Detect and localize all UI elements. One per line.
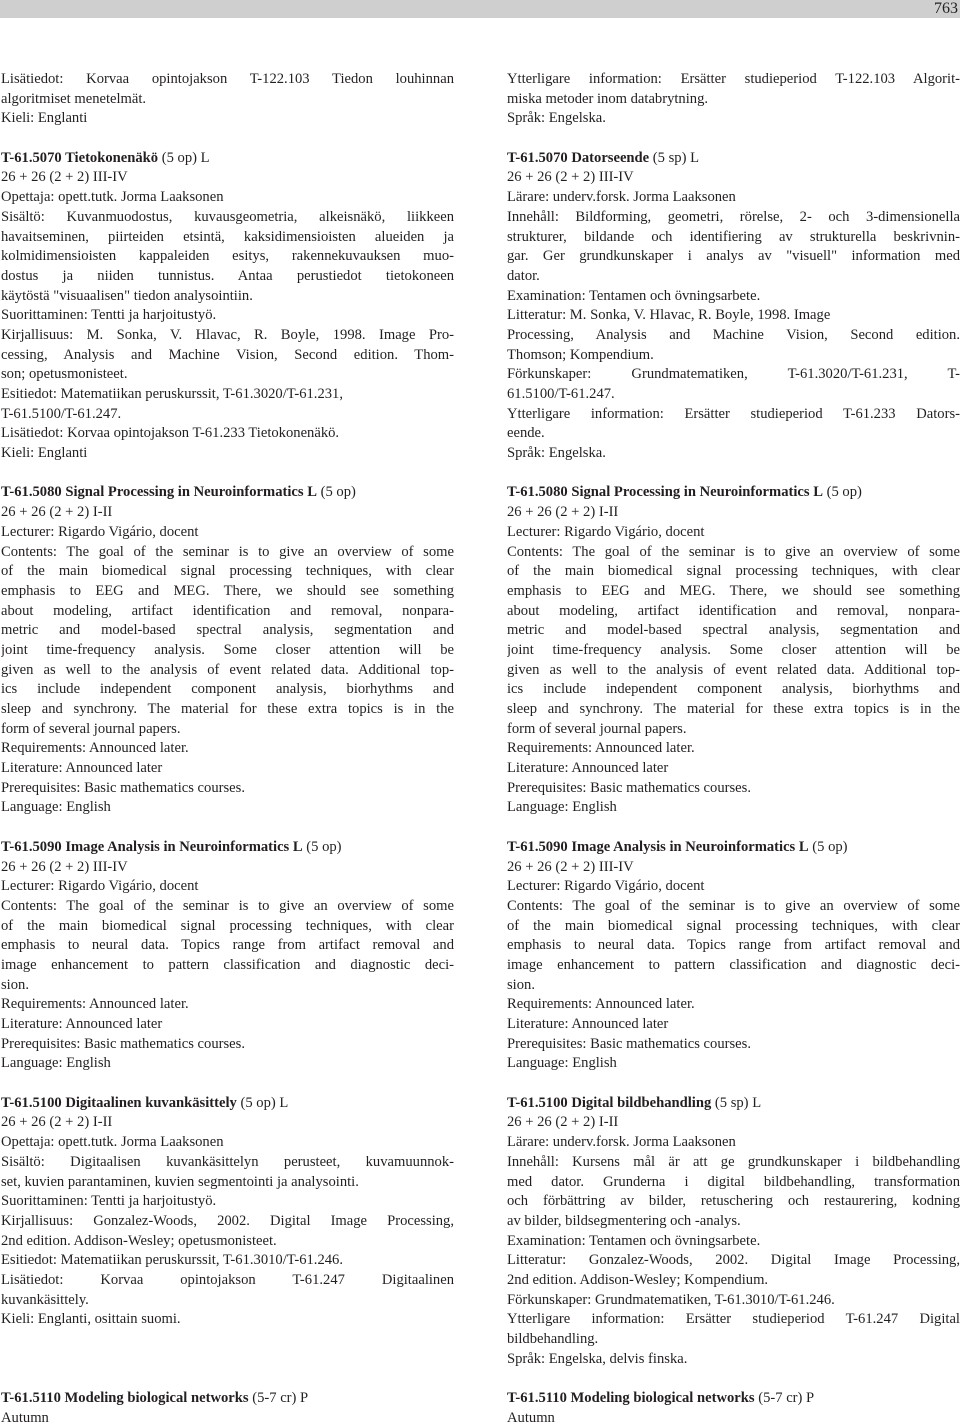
text-line: Förkunskaper: Grundmatematiken, T-61.3010/T-61.246. (507, 1291, 835, 1308)
text-line: ics include independent component analysis, biorhythms and (507, 681, 960, 698)
text-line: emphasis to neural data. Topics range from artifact removal and (507, 937, 960, 954)
course-title: T-61.5090 Image Analysis in Neuroinformatics L (507, 838, 809, 855)
text-line: Ytterligare information: Ersätter studieperiod T-61.233 Dators- (507, 405, 960, 422)
text-line: cessing, Analysis and Machine Vision, Second edition. Thom- (1, 346, 454, 363)
text-line: Lecturer: Rigardo Vigário, docent (1, 878, 199, 895)
text-line: Requirements: Announced later. (507, 740, 695, 757)
block-gap (507, 129, 960, 149)
course-title: T-61.5070 Tietokonenäkö (1, 149, 159, 166)
text-line: Examination: Tentamen och övningsarbete. (507, 287, 761, 304)
text-line: T-61.5100/T-61.247. (1, 405, 122, 422)
text-line (1, 1350, 454, 1370)
right-column-swedish (507, 70, 960, 1428)
text-line: käytöstä "visuaalisen" tiedon analysointiin. (1, 287, 253, 304)
text-line: metric and model-based spectral analysis, segmentation and (1, 622, 454, 639)
text-line: Literature: Announced later (507, 760, 669, 777)
text-line: 26 + 26 (2 + 2) III-IV (507, 858, 634, 875)
text-line: given as well to the analysis of event related data. Additional top- (1, 661, 454, 678)
course-heading (1, 838, 454, 858)
text-line: eende. (507, 425, 545, 442)
text-line: about modeling, artifact identification and removal, nonpara- (1, 602, 454, 619)
course-block (1, 838, 454, 1074)
course-block (1, 1094, 454, 1370)
course-block (1, 149, 454, 464)
course-block (507, 1094, 960, 1370)
course-credits: (5 op) (822, 484, 862, 501)
course-title: T-61.5110 Modeling biological networks (507, 1390, 755, 1407)
text-line: image enhancement to pattern classification and diagnostic deci- (507, 956, 960, 973)
text-line: Prerequisites: Basic mathematics courses. (507, 779, 751, 796)
course-heading (507, 1389, 960, 1409)
course-heading (1, 1094, 454, 1114)
course-block (507, 1389, 960, 1428)
text-line: Kieli: Englanti (1, 110, 88, 127)
course-block (1, 1389, 454, 1428)
text-line: Prerequisites: Basic mathematics courses. (1, 779, 245, 796)
text-line: miska metoder inom databrytning. (507, 90, 709, 107)
text-line: ics include independent component analysis, biorhythms and (1, 681, 454, 698)
course-credits: (5 op) (808, 838, 848, 855)
text-line: Ytterligare information: Ersätter studieperiod T-122.103 Algorit- (507, 71, 960, 87)
text-line: Lisätiedot: Korvaa opintojakson T-61.247 Digitaalinen (1, 1271, 454, 1288)
text-line: sleep and synchrony. The material for these extra topics is in the (507, 701, 960, 717)
text-line: gar. Ger grundkunskaper i analys av "visuell" information med (507, 248, 960, 265)
text-line: 26 + 26 (2 + 2) I-II (507, 1114, 619, 1131)
text-line: Literature: Announced later (1, 1016, 163, 1032)
text-line: algoritmiset menetelmät. (1, 90, 147, 107)
text-line: Literature: Announced later (507, 1016, 669, 1032)
text-line: emphasis to neural data. Topics range from artifact removal and (1, 937, 454, 954)
course-credits: (5-7 cr) P (754, 1390, 815, 1407)
text-line: son; opetusmonisteet. (1, 366, 128, 383)
text-line: sion. (507, 976, 535, 993)
text-line: of the main biomedical signal processing techniques, with clear (1, 917, 454, 934)
text-line: 26 + 26 (2 + 2) I-II (1, 1114, 113, 1131)
text-line: kolmidimensioisten kappaleiden esitys, rakennekuvauksen muo- (1, 248, 454, 265)
text-line: och förbättring av bilder, retuschering och restaurering, kodning (507, 1193, 960, 1210)
text-line: joint time-frequency analysis. Some closer attention will be (507, 641, 960, 658)
text-line: Kieli: Englanti, osittain suomi. (1, 1311, 181, 1328)
left-column-finnish (1, 70, 454, 1428)
course-heading (507, 1094, 960, 1114)
text-line: Kieli: Englanti (1, 445, 88, 462)
text-line: image enhancement to pattern classification and diagnostic deci- (1, 956, 454, 973)
text-line: Requirements: Announced later. (507, 996, 695, 1013)
text-line: Innehåll: Kursens mål är att ge grundkunskaper i bildbehandling (507, 1153, 960, 1170)
text-line: Language: English (1, 1055, 111, 1072)
text-line: 26 + 26 (2 + 2) III-IV (1, 169, 128, 186)
text-line: Lärare: underv.forsk. Jorma Laaksonen (507, 189, 736, 206)
block-gap (1, 1074, 454, 1094)
text-line: Språk: Engelska. (507, 110, 606, 127)
text-line: 61.5100/T-61.247. (507, 386, 615, 402)
block-gap (507, 818, 960, 838)
text-line: Språk: Engelska, delvis finska. (507, 1350, 688, 1367)
course-block (1, 483, 454, 818)
block-gap (507, 1369, 960, 1389)
text-line: 2nd edition. Addison-Wesley; opetusmonisteet. (1, 1232, 277, 1249)
text-line: Sisältö: Kuvanmuodostus, kuvausgeometria, alkeisnäkö, liikkeen (1, 208, 454, 225)
course-title: T-61.5090 Image Analysis in Neuroinformatics L (1, 838, 303, 855)
course-block (507, 483, 960, 818)
text-line: sion. (1, 976, 29, 993)
course-credits: (5-7 cr) P (248, 1390, 309, 1407)
text-line: of the main biomedical signal processing techniques, with clear (507, 917, 960, 934)
text-line: of the main biomedical signal processing techniques, with clear (507, 563, 960, 580)
text-line: 26 + 26 (2 + 2) I-II (1, 504, 113, 521)
block-gap (1, 464, 454, 484)
text-line: med dator. Grunderna i digital bildbehandling, transformation (507, 1173, 960, 1190)
text-line: dator. (507, 267, 540, 284)
text-line: Lecturer: Rigardo Vigário, docent (507, 523, 705, 540)
text-line: set, kuvien parantaminen, kuvien segmentointi ja analysointi. (1, 1173, 359, 1190)
course-block (507, 838, 960, 1074)
text-line: sleep and synchrony. The material for these extra topics is in the (1, 701, 454, 717)
text-line: Opettaja: opett.tutk. Jorma Laaksonen (1, 189, 224, 206)
text-line: Lärare: underv.forsk. Jorma Laaksonen (507, 1134, 736, 1151)
text-line: given as well to the analysis of event related data. Additional top- (507, 661, 960, 678)
text-line: emphasis to EEG and MEG. There, we should see something (1, 582, 454, 599)
course-credits: (5 sp) L (649, 149, 700, 166)
text-line: joint time-frequency analysis. Some closer attention will be (1, 641, 454, 658)
course-heading (1, 1389, 454, 1409)
course-block (1, 70, 454, 129)
text-line: Suorittaminen: Tentti ja harjoitustyö. (1, 1193, 217, 1210)
block-gap (1, 129, 454, 149)
course-credits: (5 op) L (236, 1094, 289, 1111)
text-line: Lisätiedot: Korvaa opintojakson T-61.233 Tietokonenäkö. (1, 425, 340, 442)
text-line: Lisätiedot: Korvaa opintojakson T-122.103 Tiedon louhinnan (1, 71, 454, 87)
text-line: form of several journal papers. (507, 720, 687, 737)
text-line: 2nd edition. Addison-Wesley; Kompendium. (507, 1271, 769, 1288)
text-line: form of several journal papers. (1, 720, 181, 737)
text-line: Prerequisites: Basic mathematics courses. (1, 1035, 245, 1052)
text-line: strukturer, bildande och identifiering av strukturella beskrivnin- (507, 228, 960, 245)
course-block (507, 70, 960, 129)
text-line: Contents: The goal of the seminar is to give an overview of some (1, 543, 454, 560)
course-credits: (5 op) L (158, 149, 210, 166)
course-heading (1, 149, 454, 169)
text-line: Lecturer: Rigardo Vigário, docent (1, 523, 199, 540)
course-heading (507, 838, 960, 858)
text-line: Kirjallisuus: M. Sonka, V. Hlavac, R. Boyle, 1998. Image Pro- (1, 326, 454, 343)
block-gap (507, 464, 960, 484)
text-line: Autumn (507, 1409, 555, 1426)
course-credits: (5 op) (316, 484, 356, 501)
page-number: 763 (934, 0, 958, 17)
text-line: 26 + 26 (2 + 2) III-IV (507, 169, 634, 186)
text-line: 26 + 26 (2 + 2) I-II (507, 504, 619, 521)
text-line: Thomson; Kompendium. (507, 346, 654, 363)
text-line: Contents: The goal of the seminar is to give an overview of some (507, 897, 960, 914)
course-title: T-61.5100 Digital bildbehandling (507, 1094, 712, 1111)
text-line: havaitseminen, piirteiden etsintä, kaksidimensioisten alueiden ja (1, 228, 454, 245)
block-gap (507, 1074, 960, 1094)
text-line: Contents: The goal of the seminar is to give an overview of some (1, 897, 454, 914)
text-line: Requirements: Announced later. (1, 996, 189, 1013)
text-line: Literature: Announced later (1, 760, 163, 777)
block-gap (1, 818, 454, 838)
text-line: Opettaja: opett.tutk. Jorma Laaksonen (1, 1134, 224, 1151)
course-title: T-61.5070 Datorseende (507, 149, 650, 166)
text-line: Litteratur: M. Sonka, V. Hlavac, R. Boyle, 1998. Image (507, 307, 831, 324)
course-title: T-61.5100 Digitaalinen kuvankäsittely (1, 1094, 237, 1111)
text-line: about modeling, artifact identification and removal, nonpara- (507, 602, 960, 619)
text-line: Language: English (1, 799, 111, 816)
text-line: Ytterligare information: Ersätter studieperiod T-61.247 Digital (507, 1311, 960, 1328)
text-line: Language: English (507, 799, 617, 816)
text-line: Prerequisites: Basic mathematics courses. (507, 1035, 751, 1052)
text-line: Innehåll: Bildforming, geometri, rörelse, 2- och 3-dimensionella (507, 208, 960, 225)
course-block (507, 149, 960, 464)
text-line: Språk: Engelska. (507, 445, 606, 462)
text-line: Requirements: Announced later. (1, 740, 189, 757)
text-line: Förkunskaper: Grundmatematiken, T-61.3020/T-61.231, T- (507, 366, 960, 383)
text-line: Kirjallisuus: Gonzalez-Woods, 2002. Digital Image Processing, (1, 1212, 454, 1229)
text-line: Suorittaminen: Tentti ja harjoitustyö. (1, 307, 217, 324)
text-line: Lecturer: Rigardo Vigário, docent (507, 878, 705, 895)
course-heading (1, 483, 454, 503)
text-line: av bilder, bildsegmentering och -analys. (507, 1212, 741, 1229)
course-title: T-61.5080 Signal Processing in Neuroinformatics L (1, 484, 317, 501)
text-line (1, 1330, 454, 1350)
text-line: Contents: The goal of the seminar is to give an overview of some (507, 543, 960, 560)
text-line: Examination: Tentamen och övningsarbete. (507, 1232, 761, 1249)
course-heading (507, 149, 960, 169)
text-line: 26 + 26 (2 + 2) III-IV (1, 858, 128, 875)
text-line: kuvankäsittely. (1, 1291, 89, 1308)
text-line: Sisältö: Digitaalisen kuvankäsittelyn perusteet, kuvamuunnok- (1, 1153, 454, 1170)
text-line: emphasis to EEG and MEG. There, we should see something (507, 582, 960, 599)
text-line: Esitiedot: Matematiikan peruskurssit, T-61.3010/T-61.246. (1, 1252, 343, 1269)
text-line: Processing, Analysis and Machine Vision, Second edition. (507, 326, 960, 343)
text-line: Language: English (507, 1055, 617, 1072)
text-line: of the main biomedical signal processing techniques, with clear (1, 563, 454, 580)
course-credits: (5 op) (302, 838, 342, 855)
text-line: metric and model-based spectral analysis, segmentation and (507, 622, 960, 639)
text-line: Autumn (1, 1409, 49, 1426)
page-number-bar (0, 0, 960, 18)
course-title: T-61.5080 Signal Processing in Neuroinformatics L (507, 484, 823, 501)
text-line: dostus ja niiden tunnistus. Antaa perustiedot tietokoneen (1, 267, 454, 284)
text-line: Litteratur: Gonzalez-Woods, 2002. Digital Image Processing, (507, 1252, 960, 1269)
block-gap (1, 1369, 454, 1389)
course-credits: (5 sp) L (711, 1094, 762, 1111)
course-title: T-61.5110 Modeling biological networks (1, 1390, 249, 1407)
text-line: bildbehandling. (507, 1331, 599, 1347)
text-line: Esitiedot: Matematiikan peruskurssit, T-61.3020/T-61.231, (1, 386, 343, 402)
course-heading (507, 483, 960, 503)
